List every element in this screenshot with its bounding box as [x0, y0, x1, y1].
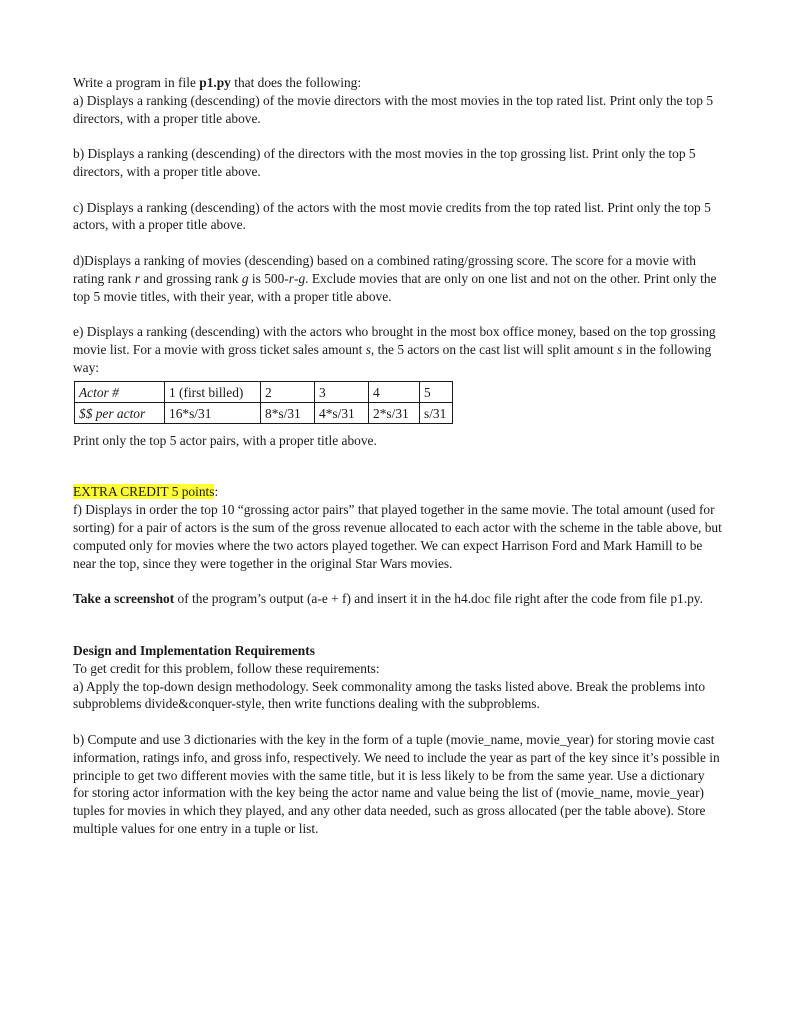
table-cell: 1 (first billed): [165, 381, 261, 402]
table-cell: 2*s/31: [369, 402, 420, 423]
table-cell: $$ per actor: [75, 402, 165, 423]
filename: p1.py: [199, 75, 231, 90]
task-a: a) Displays a ranking (descending) of the movie directors with the most movies in the top rated list. Print only the top 5 directors, with a proper title above.: [73, 92, 714, 126]
intro-line: Write a program in file p1.py that does the following:: [73, 75, 362, 90]
table-cell: 4*s/31: [315, 402, 369, 423]
table-row: [75, 381, 453, 402]
table-cell: 16*s/31: [165, 402, 261, 423]
task-f: f) Displays in order the top 10 “grossing actor pairs” that played together in the same movie. The total amount (used for sorting) for a pair of actors is the sum of the gross revenue allocated to each actor with the scheme in the table above, but computed only for movies where the two actors played together. We can expect Harrison Ford and Mark Hamill to be near the top, since they were together in the original Star Wars movies.: [73, 502, 722, 571]
design-a: a) Apply the top-down design methodology. Seek commonality among the tasks listed above. Break the problems into subproblems divide&conquer-style, then write functions dealing with the subproblems.: [73, 678, 706, 712]
design-heading: Design and Implementation Requirements: [73, 642, 315, 658]
table-cell: 5: [420, 381, 453, 402]
task-c: c) Displays a ranking (descending) of the actors with the most movie credits from the top rated list. Print only the top 5 actors, with a proper title above.: [73, 199, 711, 233]
extra-credit-highlight: EXTRA CREDIT 5 points: [73, 484, 215, 500]
table-cell: 3: [315, 381, 369, 402]
table-cell: s/31: [420, 402, 453, 423]
table-cell: 8*s/31: [261, 402, 315, 423]
table-row: [75, 402, 453, 423]
table-cell: 4: [369, 381, 420, 402]
extra-credit-heading: EXTRA CREDIT 5 points:: [73, 484, 219, 500]
table-cell: Actor #: [75, 381, 165, 402]
document-page: [73, 74, 723, 838]
task-e-after: Print only the top 5 actor pairs, with a proper title above.: [73, 432, 377, 448]
task-b: b) Displays a ranking (descending) of the directors with the most movies in the top grossing list. Print only the top 5 directors, with a proper title above.: [73, 146, 696, 179]
design-intro: To get credit for this problem, follow these requirements:: [73, 660, 380, 676]
credit-table: [74, 381, 453, 424]
table-cell: 2: [261, 381, 315, 402]
screenshot-instruction: Take a screenshot of the program’s output (a-e + f) and insert it in the h4.doc file right after the code from file p1.py.: [73, 591, 703, 607]
design-b: b) Compute and use 3 dictionaries with the key in the form of a tuple (movie_name, movie_year) for storing movie cast information, ratings info, and gross info, respectively. We need to include the year as part of the key since it’s possible in principle to get two different movies with the same title, but it is less likely to be from the same year. Use a dictionary for storing actor information with the key being the actor name and value being the list of (movie_name, movie_year) tuples for movies in which they played, and any other data needed, such as gross allocated (per the table above). Store multiple values for one entry in a tuple or list.: [73, 731, 720, 836]
task-e: e) Displays a ranking (descending) with the actors who brought in the most box office money, based on the top grossing movie list. For a movie with gross ticket sales amount s, the 5 actors on the cast list will split amount s in the following way:: [73, 324, 716, 375]
task-d: d)Displays a ranking of movies (descending) based on a combined rating/grossing score. The score for a movie with rating rank r and grossing rank g is 500-r-g. Exclude movies that are only on one list and not on the other. Print only the top 5 movie titles, with their year, with a proper title above.: [73, 252, 717, 304]
